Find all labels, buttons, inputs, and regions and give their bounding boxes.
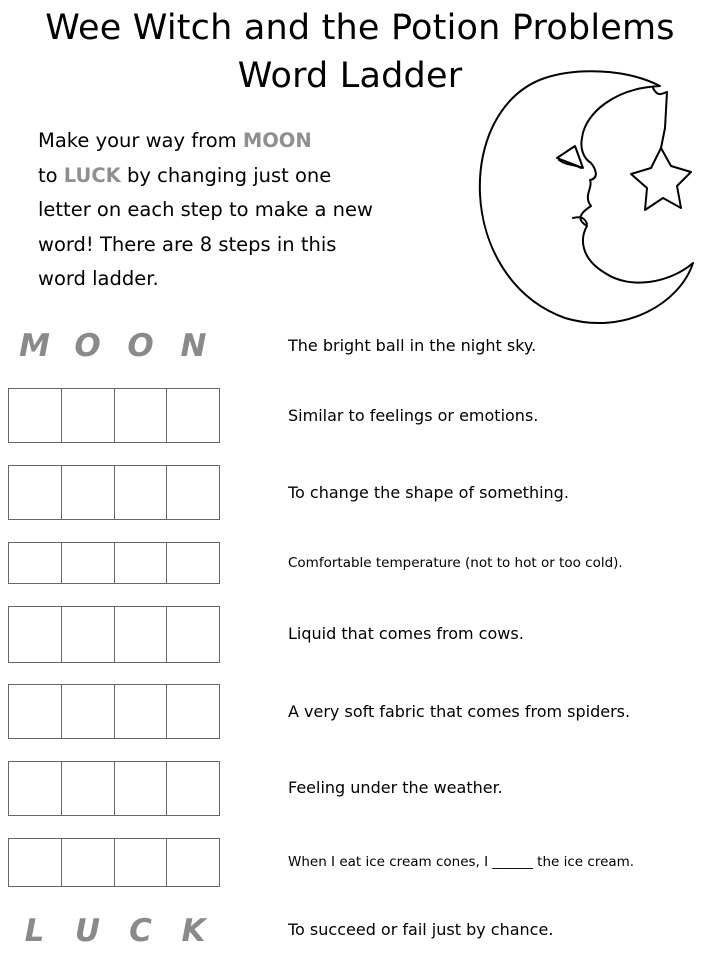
letter-box[interactable] bbox=[61, 389, 114, 442]
start-letter: N bbox=[180, 328, 207, 364]
instructions bbox=[38, 124, 383, 297]
letter-box[interactable] bbox=[61, 543, 114, 583]
letter-box[interactable] bbox=[61, 762, 114, 815]
answer-row-step-6[interactable] bbox=[8, 761, 220, 816]
end-word-clue: To succeed or fail just by chance. bbox=[288, 920, 554, 939]
answer-row-step-2[interactable] bbox=[8, 465, 220, 520]
start-letter: O bbox=[74, 328, 101, 364]
clue-step-2: To change the shape of something. bbox=[288, 483, 569, 502]
letter-box[interactable] bbox=[166, 839, 219, 886]
end-letter: C bbox=[129, 913, 152, 949]
worksheet-subtitle: Word Ladder bbox=[237, 56, 463, 96]
letter-box[interactable] bbox=[114, 762, 167, 815]
letter-box[interactable] bbox=[9, 839, 61, 886]
clue-step-5: A very soft fabric that comes from spiders. bbox=[288, 702, 631, 721]
answer-row-step-7[interactable] bbox=[8, 838, 220, 887]
letter-box[interactable] bbox=[114, 607, 167, 662]
letter-box[interactable] bbox=[166, 389, 219, 442]
letter-box[interactable] bbox=[114, 543, 167, 583]
crescent-moon-with-star-icon bbox=[455, 68, 700, 338]
answer-row-step-3[interactable] bbox=[8, 542, 220, 584]
letter-box[interactable] bbox=[166, 607, 219, 662]
letter-box[interactable] bbox=[9, 607, 61, 662]
letter-box[interactable] bbox=[9, 466, 61, 519]
letter-box[interactable] bbox=[61, 685, 114, 738]
start-word-highlight: MOON bbox=[242, 129, 312, 152]
start-letter: O bbox=[127, 328, 154, 364]
letter-box[interactable] bbox=[114, 685, 167, 738]
letter-box[interactable] bbox=[9, 685, 61, 738]
clue-step-4: Liquid that comes from cows. bbox=[288, 624, 524, 643]
letter-box[interactable] bbox=[166, 543, 219, 583]
letter-box[interactable] bbox=[166, 762, 219, 815]
start-word-clue: The bright ball in the night sky. bbox=[288, 336, 537, 355]
clue-step-6: Feeling under the weather. bbox=[288, 778, 503, 797]
letter-box[interactable] bbox=[166, 685, 219, 738]
end-letter: L bbox=[24, 913, 45, 949]
letter-box[interactable] bbox=[9, 543, 61, 583]
letter-box[interactable] bbox=[61, 607, 114, 662]
letter-box[interactable] bbox=[114, 389, 167, 442]
instructions-part2: to bbox=[38, 163, 64, 187]
clue-step-3: Comfortable temperature (not to hot or too cold). bbox=[288, 555, 623, 571]
answer-row-step-1[interactable] bbox=[8, 388, 220, 443]
worksheet-title: Wee Witch and the Potion Problems bbox=[45, 8, 675, 48]
letter-box[interactable] bbox=[114, 839, 167, 886]
answer-row-step-4[interactable] bbox=[8, 606, 220, 663]
letter-box[interactable] bbox=[114, 466, 167, 519]
start-letter: M bbox=[19, 328, 50, 364]
instructions-part3: by changing just one letter on each step to make a new word! There are 8 steps in this word ladder. bbox=[38, 163, 373, 290]
letter-box[interactable] bbox=[166, 466, 219, 519]
start-word-letters bbox=[8, 318, 220, 374]
end-letter: U bbox=[74, 913, 101, 949]
letter-box[interactable] bbox=[9, 389, 61, 442]
clue-step-7: When I eat ice cream cones, I ______ the ice cream. bbox=[288, 854, 635, 870]
letter-box[interactable] bbox=[9, 762, 61, 815]
instructions-part1: Make your way from bbox=[38, 129, 243, 152]
answer-row-step-5[interactable] bbox=[8, 684, 220, 739]
letter-box[interactable] bbox=[61, 839, 114, 886]
letter-box[interactable] bbox=[61, 466, 114, 519]
end-word-highlight: LUCK bbox=[63, 163, 121, 187]
clue-step-1: Similar to feelings or emotions. bbox=[288, 406, 539, 425]
end-word-letters bbox=[8, 903, 220, 959]
end-letter: K bbox=[181, 913, 206, 949]
